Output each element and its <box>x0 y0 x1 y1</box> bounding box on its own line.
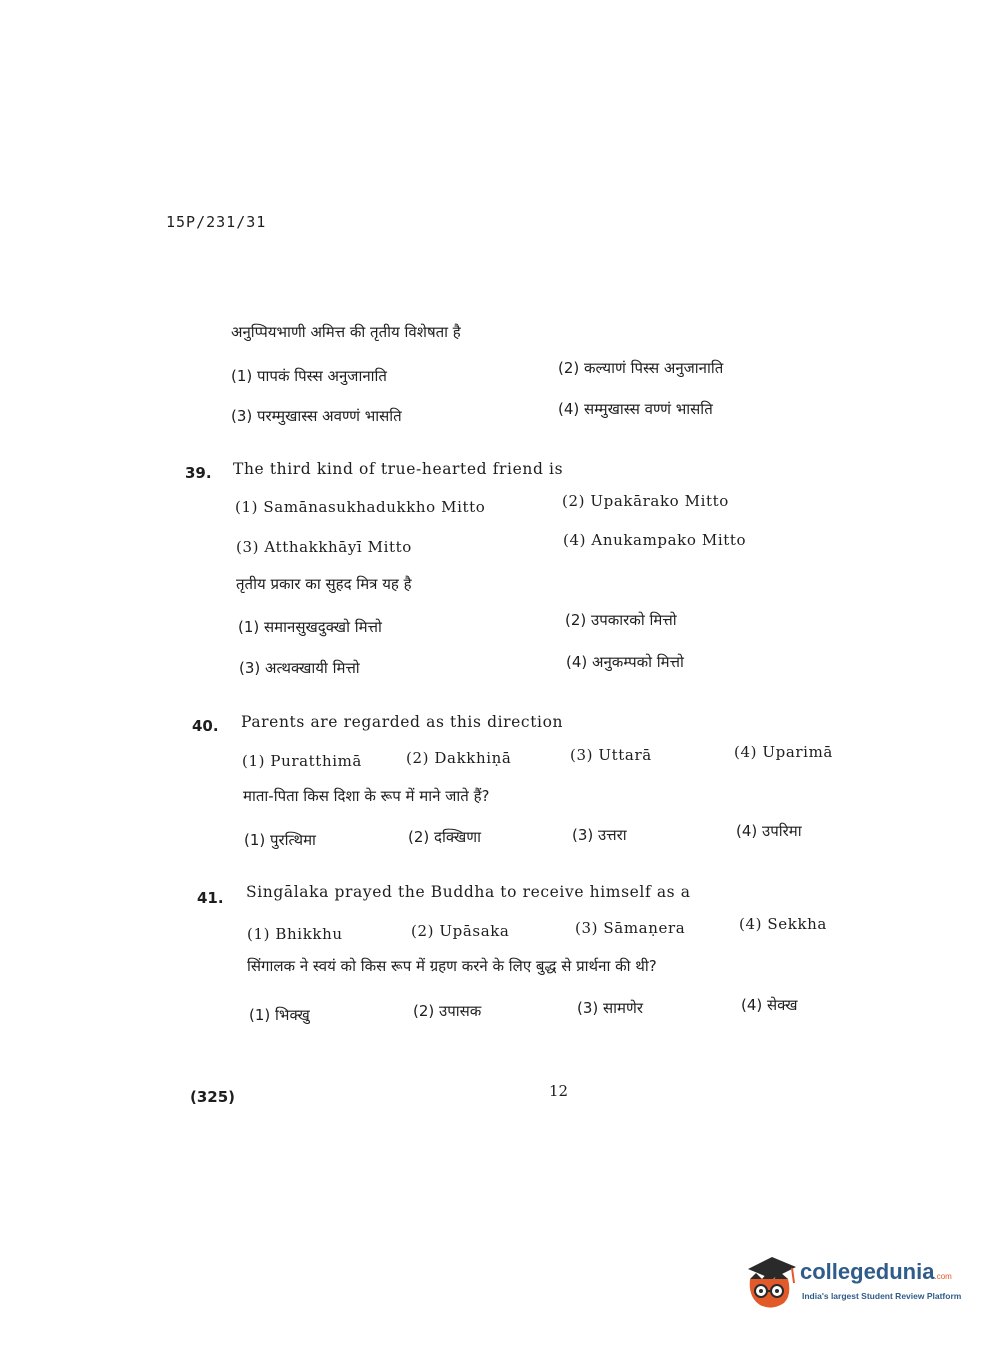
q40-option-2-en: (2) Dakkhiṇā <box>406 749 512 767</box>
q40-option-1-hi: (1) पुरत्थिमा <box>244 831 316 849</box>
q40-option-3-en: (3) Uttarā <box>570 746 652 764</box>
q39-option-2-hi: (2) उपकारको मित्तो <box>565 611 677 629</box>
q40-option-4-hi: (4) उपरिमा <box>736 822 802 840</box>
q39-option-3-en: (3) Atthakkhāyī Mitto <box>236 538 412 556</box>
q41-option-3-hi: (3) सामणेर <box>577 999 643 1017</box>
q40-option-2-hi: (2) दक्खिणा <box>408 828 481 846</box>
mascot-icon <box>742 1253 798 1313</box>
q41-option-4-hi: (4) सेक्ख <box>741 996 798 1014</box>
q41-option-2-en: (2) Upāsaka <box>411 922 510 940</box>
q38-hindi-option-4: (4) सम्मुखास्स वण्णं भासति <box>558 400 713 418</box>
q38-hindi-stem: अनुप्पियभाणी अमित्त की तृतीय विशेषता है <box>231 323 461 341</box>
q40-stem-en: Parents are regarded as this direction <box>241 713 564 731</box>
q39-option-4-hi: (4) अनुकम्पको मित्तो <box>566 653 684 671</box>
q41-option-1-hi: (1) भिक्खु <box>249 1006 310 1024</box>
logo-wordmark <box>800 1259 952 1285</box>
q39-option-4-en: (4) Anukampako Mitto <box>563 531 747 549</box>
q40-option-3-hi: (3) उत्तरा <box>572 826 627 844</box>
q39-option-1-en: (1) Samānasukhadukkho Mitto <box>235 498 486 516</box>
q40-option-1-en: (1) Puratthimā <box>242 752 362 770</box>
q39-option-3-hi: (3) अत्थक्खायी मित्तो <box>239 659 360 677</box>
q40-stem-hi: माता-पिता किस दिशा के रूप में माने जाते हैं? <box>243 787 490 805</box>
logo-tagline: India's largest Student Review Platform <box>802 1291 962 1301</box>
q40-number: 40. <box>192 717 219 735</box>
q39-option-1-hi: (1) समानसुखदुक्खो मित्तो <box>238 618 382 636</box>
q38-hindi-option-1: (1) पापकं पिस्स अनुजानाति <box>231 367 387 385</box>
q41-stem-en: Singālaka prayed the Buddha to receive himself as a <box>246 883 691 901</box>
q41-option-2-hi: (2) उपासक <box>413 1002 482 1020</box>
q41-option-4-en: (4) Sekkha <box>739 915 827 933</box>
q41-stem-hi: सिंगालक ने स्वयं को किस रूप में ग्रहण करने के लिए बुद्ध से प्रार्थना की थी? <box>247 957 657 975</box>
q40-option-4-en: (4) Uparimā <box>734 743 833 761</box>
q41-number: 41. <box>197 889 224 907</box>
q39-option-2-en: (2) Upakārako Mitto <box>562 492 729 510</box>
collegedunia-logo[interactable] <box>742 1253 972 1313</box>
logo-suffix: .com <box>934 1272 952 1281</box>
q38-hindi-option-3: (3) परम्मुखास्स अवण्णं भासति <box>231 407 402 425</box>
booklet-code: (325) <box>190 1088 236 1106</box>
q39-stem-en: The third kind of true-hearted friend is <box>233 460 564 478</box>
q38-hindi-option-2: (2) कल्याणं पिस्स अनुजानाति <box>558 359 724 377</box>
paper-code: 15P/231/31 <box>166 213 267 231</box>
q39-number: 39. <box>185 464 212 482</box>
q41-option-1-en: (1) Bhikkhu <box>247 925 343 943</box>
q39-stem-hi: तृतीय प्रकार का सुहद मित्र यह है <box>236 575 412 593</box>
logo-name: collegedunia <box>800 1259 935 1284</box>
page-number: 12 <box>549 1082 569 1100</box>
q41-option-3-en: (3) Sāmaṇera <box>575 919 686 937</box>
